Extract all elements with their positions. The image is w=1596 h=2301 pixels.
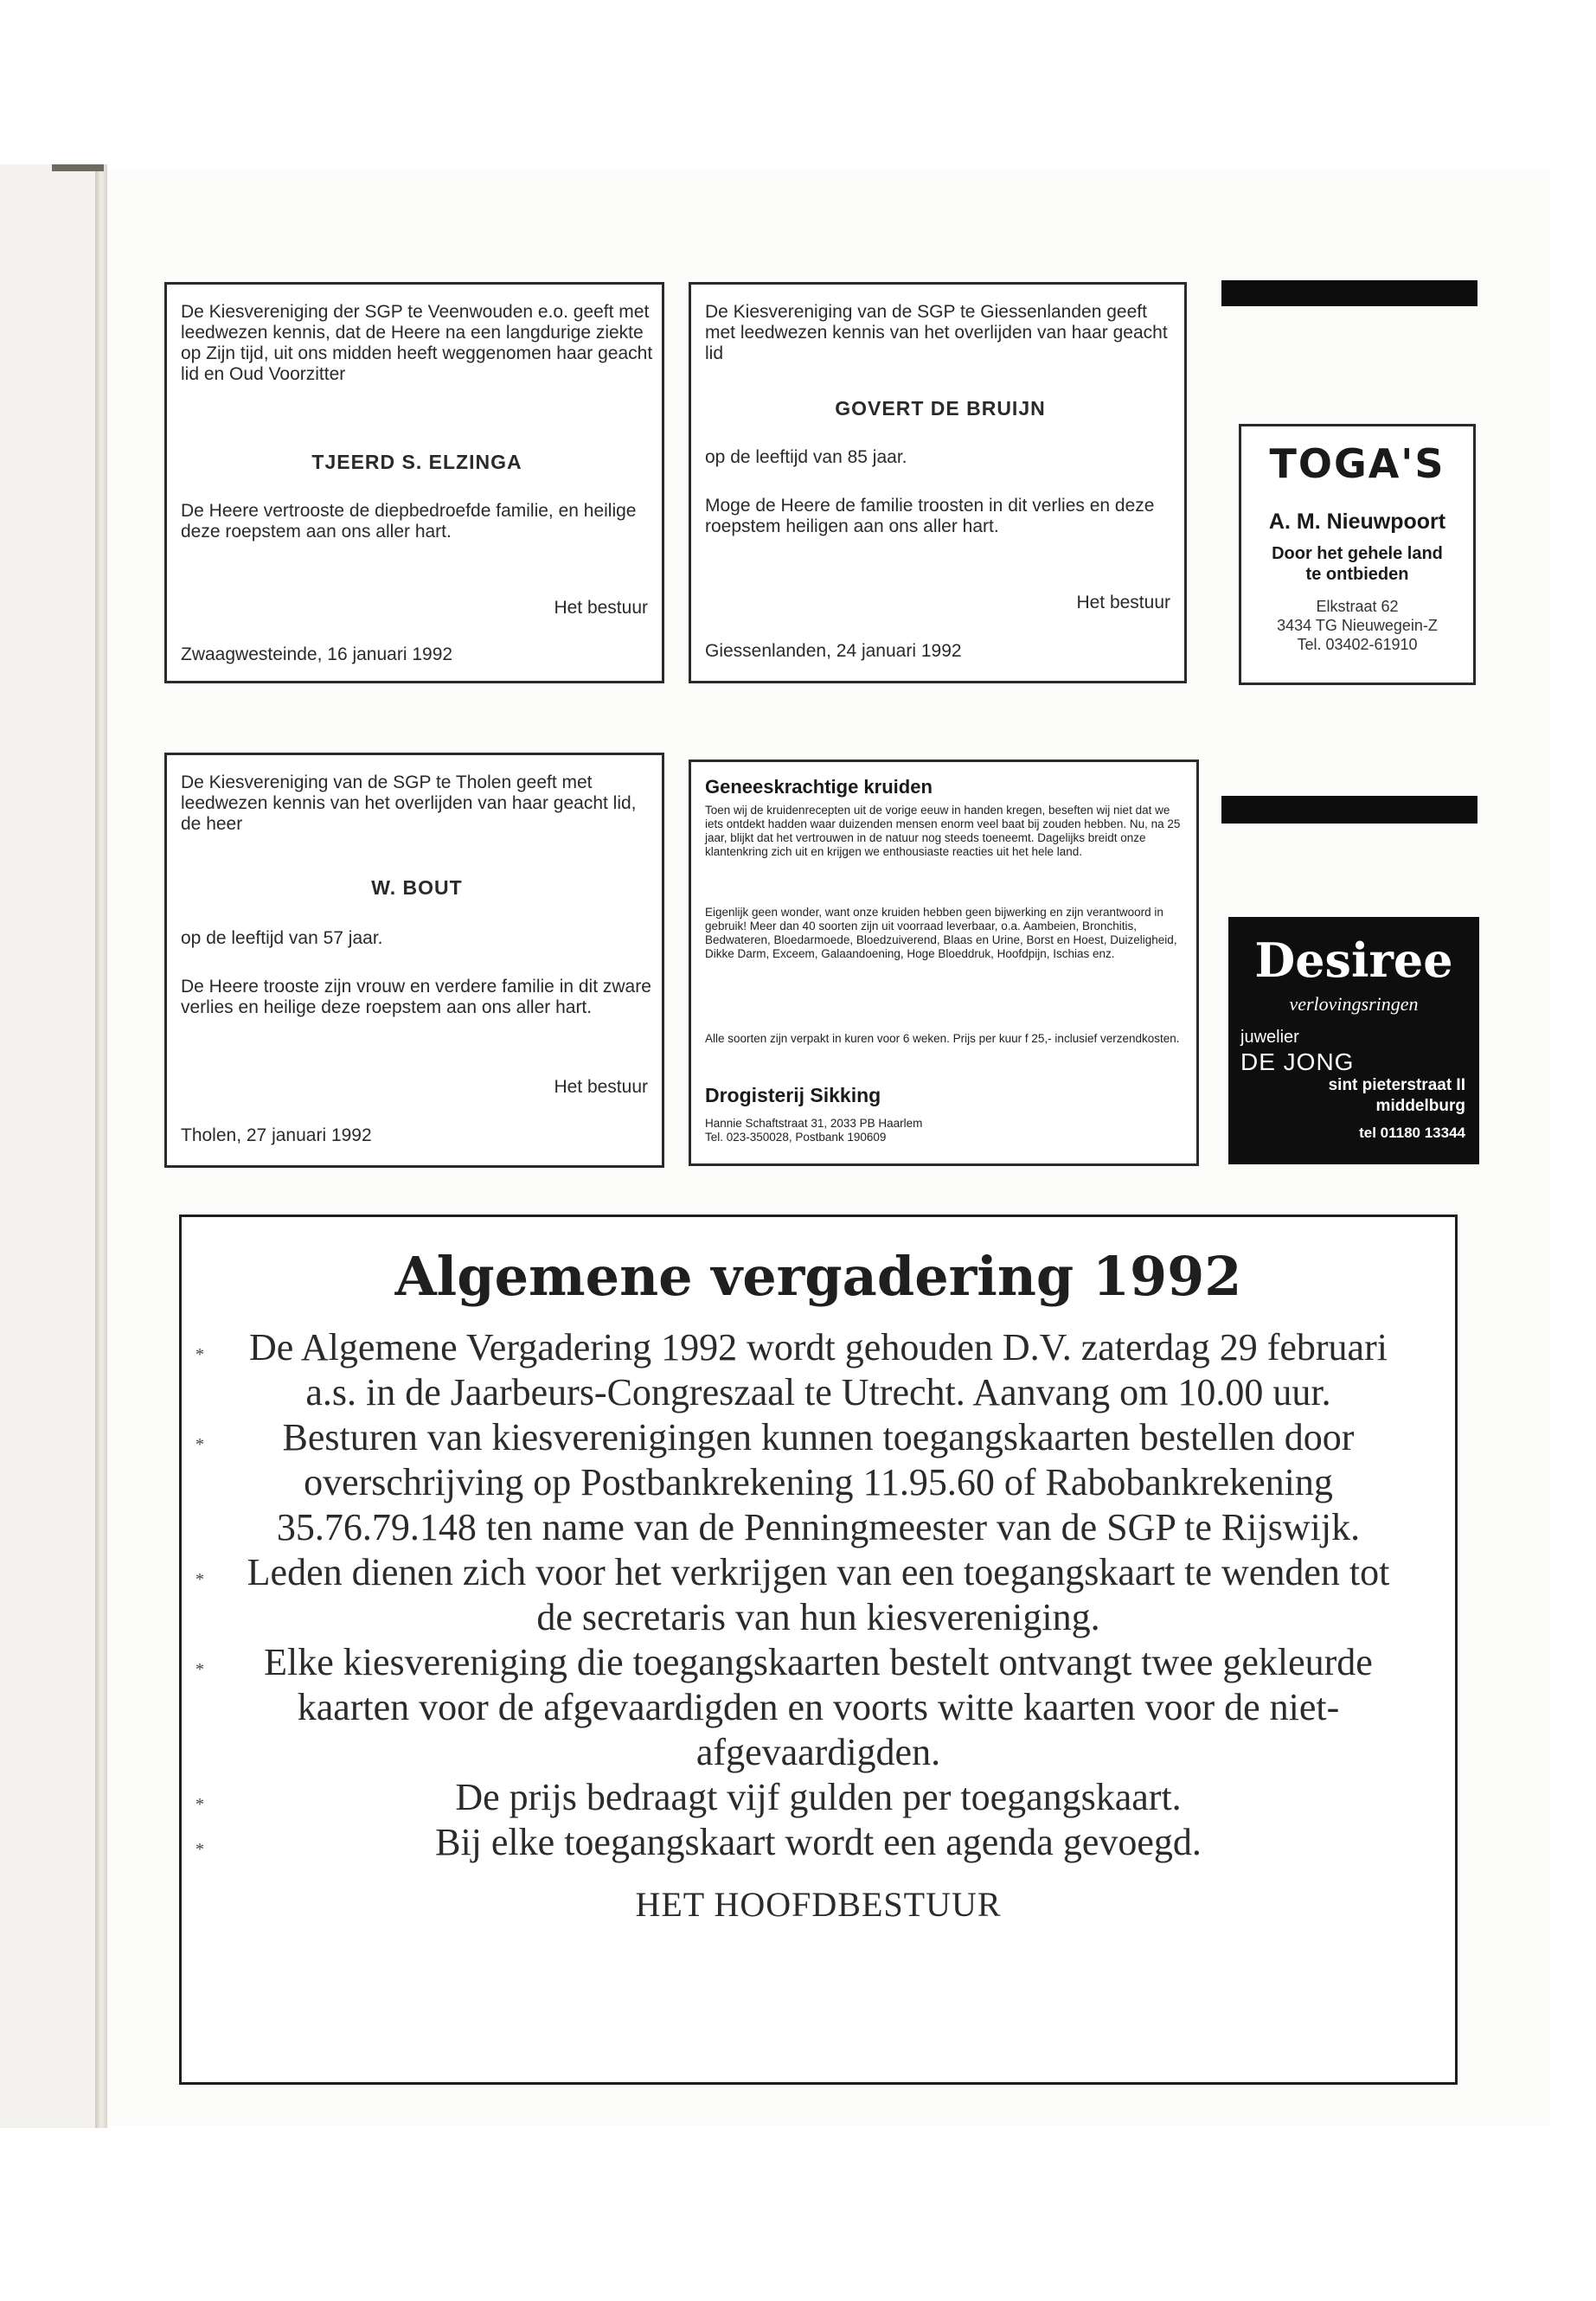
top-edge-mark xyxy=(52,164,104,171)
notice-signature: Het bestuur xyxy=(554,598,648,618)
notice-name: GOVERT DE BRUIJN xyxy=(835,397,1046,420)
page-spine xyxy=(95,164,107,2128)
kruiden-shop: Drogisterij Sikking xyxy=(705,1084,881,1106)
bullet-star: * xyxy=(195,1345,204,1364)
announcement-paragraph xyxy=(195,1325,1403,1415)
kruiden-body-3: Alle soorten zijn verpakt in kuren voor 6 weken. Prijs per kuur f 25,- inclusief verzendkosten. xyxy=(705,1032,1180,1045)
togas-ad xyxy=(1239,424,1476,685)
bullet-star: * xyxy=(195,1435,204,1454)
announcement-paragraph-text: Besturen van kiesverenigingen kunnen toegangskaarten bestellen door overschrijving op Postbankrekening 11.95.60 of Rabobankrekening 35.76.79.148 ten name van de Penningmeester van de SGP te Rijswijk. xyxy=(276,1416,1361,1548)
togas-title: TOGA'S xyxy=(1269,440,1445,487)
notice-name: TJEERD S. ELZINGA xyxy=(311,451,522,473)
notice-age: op de leeftijd van 85 jaar. xyxy=(705,447,907,467)
announcement-paragraph-text: De prijs bedraagt vijf gulden per toegangskaart. xyxy=(455,1776,1182,1818)
announcement-paragraph-text: De Algemene Vergadering 1992 wordt gehouden D.V. zaterdag 29 februari a.s. in de Jaarbeurs-Congreszaal te Utrecht. Aanvang om 10.00 uur. xyxy=(249,1326,1388,1413)
facing-page-edge xyxy=(0,164,104,2128)
black-bar-middle xyxy=(1221,796,1477,824)
notice-bout xyxy=(164,753,664,1168)
notice-signature: Het bestuur xyxy=(1076,593,1170,612)
announcement-paragraph xyxy=(195,1415,1403,1550)
notice-name: W. BOUT xyxy=(371,876,463,899)
bullet-star: * xyxy=(195,1570,204,1589)
desiree-brand: Desiree xyxy=(1254,933,1453,988)
desiree-tagline: verlovingsringen xyxy=(1289,993,1419,1015)
announcement-paragraph xyxy=(195,1640,1403,1775)
kruiden-body-2: Eigenlijk geen wonder, want onze kruiden hebben geen bijwerking en zijn verantwoord in gebruik! Meer dan 40 soorten zijn uit voorraad leverbaar, o.a. Aambeien, Bronchitis, Bedwateren, Bloedarmoede, Bloedzuiverend, Blaas en Urine, Borst en Hoest, Duizeligheid, Dikke Darm, Exceem, Galaandoening, Hoge Bloeddruk, Hoofdpijn, Ischias enz. xyxy=(705,906,1177,960)
notice-intro: De Kiesvereniging van de SGP te Giessenlanden geeft met leedwezen kennis van het overlijden van haar geacht lid xyxy=(705,302,1168,363)
announcement-paragraph-text: Bij elke toegangskaart wordt een agenda gevoegd. xyxy=(435,1821,1202,1863)
announcement-paragraph xyxy=(195,1820,1403,1865)
desiree-ad xyxy=(1228,917,1479,1164)
notice-text: Moge de Heere de familie troosten in dit verlies en deze roepstem heiligen aan ons aller hart. xyxy=(705,496,1155,536)
kruiden-title: Geneeskrachtige kruiden xyxy=(705,776,933,798)
notice-intro: De Kiesvereniging van de SGP te Tholen geeft met leedwezen kennis van het overlijden van haar geacht lid, de heer xyxy=(181,772,637,834)
kruiden-ad xyxy=(689,760,1199,1166)
togas-tagline-2: te ontbieden xyxy=(1305,565,1409,584)
announcement-paragraph-text: Leden dienen zich voor het verkrijgen van een toegangskaart te wenden tot de secretaris van hun kiesvereniging. xyxy=(247,1551,1390,1638)
bullet-star: * xyxy=(195,1660,204,1679)
togas-name: A. M. Nieuwpoort xyxy=(1268,510,1446,534)
desiree-jeweler: DE JONG xyxy=(1240,1048,1355,1075)
notice-age: op de leeftijd van 57 jaar. xyxy=(181,928,383,948)
announcement-paragraph-text: Elke kiesvereniging die toegangskaarten bestelt ontvangt twee gekleurde kaarten voor de afgevaardigden en voorts witte kaarten voor de niet-afgevaardigden. xyxy=(264,1641,1373,1773)
notice-intro: De Kiesvereniging der SGP te Veenwouden e.o. geeft met leedwezen kennis, dat de Heere na een langdurige ziekte op Zijn tijd, uit ons midden heeft weggenomen haar geacht lid en Oud Voorzitter xyxy=(181,302,653,384)
togas-phone: Tel. 03402-61910 xyxy=(1297,636,1418,653)
notice-elzinga xyxy=(164,282,664,683)
announcement-paragraph xyxy=(195,1775,1403,1820)
bullet-star: * xyxy=(195,1795,204,1814)
kruiden-phone: Tel. 023-350028, Postbank 190609 xyxy=(705,1131,887,1144)
togas-tagline-1: Door het gehele land xyxy=(1272,544,1443,563)
notice-text: De Heere vertrooste de diepbedroefde familie, en heilige deze roepstem aan ons aller hart. xyxy=(181,501,637,542)
notice-place-date: Tholen, 27 januari 1992 xyxy=(181,1125,372,1145)
desiree-phone: tel 01180 13344 xyxy=(1359,1125,1465,1141)
announcement-title: Algemene vergadering 1992 xyxy=(394,1245,1242,1308)
desiree-city: middelburg xyxy=(1375,1097,1465,1115)
notice-text: De Heere trooste zijn vrouw en verdere familie in dit zware verlies en heilige deze roepstem aan ons aller hart. xyxy=(181,977,651,1017)
desiree-street: sint pieterstraat II xyxy=(1328,1076,1465,1094)
bullet-star: * xyxy=(195,1840,204,1859)
announcement-paragraph xyxy=(195,1550,1403,1640)
announcement-signature: HET HOOFDBESTUUR xyxy=(635,1885,1002,1924)
desiree-label: juwelier xyxy=(1240,1028,1299,1047)
notice-de-bruijn xyxy=(689,282,1187,683)
notice-place-date: Giessenlanden, 24 januari 1992 xyxy=(705,641,962,661)
black-bar-top xyxy=(1221,280,1477,306)
togas-city: 3434 TG Nieuwegein-Z xyxy=(1277,617,1438,634)
togas-street: Elkstraat 62 xyxy=(1316,598,1399,615)
notice-place-date: Zwaagwesteinde, 16 januari 1992 xyxy=(181,644,453,664)
notice-signature: Het bestuur xyxy=(554,1077,648,1097)
general-meeting-announcement xyxy=(179,1215,1458,2085)
kruiden-body-1: Toen wij de kruidenrecepten uit de vorige eeuw in handen kregen, beseften wij niet dat we iets ontdekt hadden waar duizenden mensen enorm veel baat bij zouden hebben. Nu, na 25 jaar, blijkt dat het vertrouwen in de natuur nog steeds toeneemt. Dagelijks breidt onze klantenkring zich uit en krijgen we enthousiaste reacties uit het hele land. xyxy=(705,804,1181,858)
kruiden-address: Hannie Schaftstraat 31, 2033 PB Haarlem xyxy=(705,1117,923,1130)
